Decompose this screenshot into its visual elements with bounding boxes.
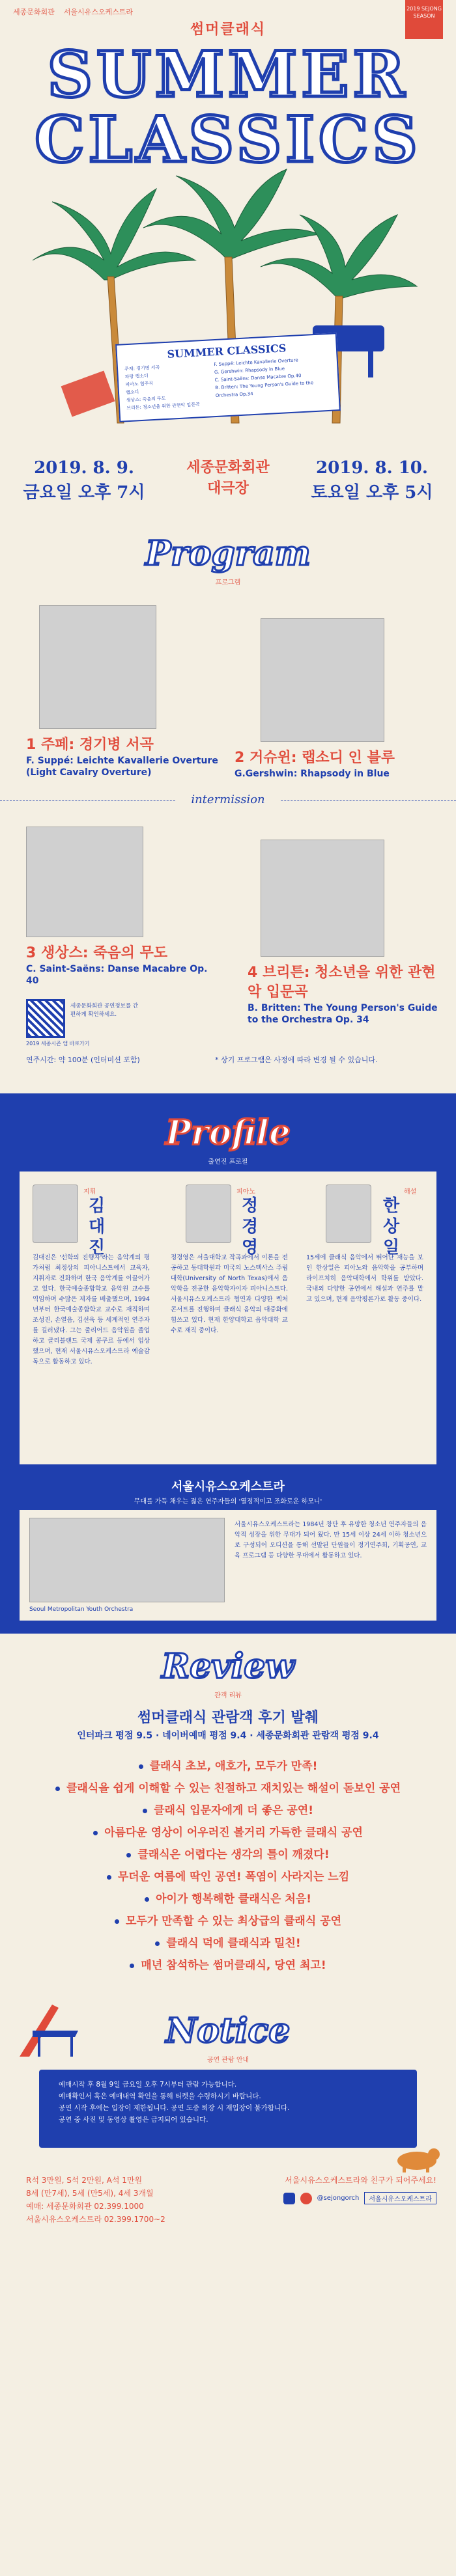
review-line bbox=[0, 1844, 456, 1865]
poster-right-item: G. Gershwin: Rhapsody in Blue bbox=[214, 366, 285, 376]
inset-poster bbox=[115, 333, 341, 422]
review-headline: 썸머클래식 관람객 후기 발췌 bbox=[137, 1710, 319, 1726]
review-text: 클래식 덕에 클래식과 밀친! bbox=[166, 1937, 301, 1950]
review-line bbox=[0, 1867, 456, 1887]
saint-saens-portrait bbox=[26, 827, 143, 937]
person-2-bio: 정경영은 서울대학교 작곡과에서 이론을 전공하고 동대학원과 미국의 노스텍사스 주립대학(University of North Texas)에서 음악학을 전공한 음악학자이자 피아니스트다. 서울시유스오케스트라 협연과 다양한 렉처 콘서트를 진행하며 클래식 음악의 대중화에 힘쓰고 있다. 현재 한양대학교 음악대학 교수로 재직 중이다. bbox=[171, 1254, 288, 1334]
orchestra-photo bbox=[29, 1518, 225, 1602]
review-line bbox=[0, 1933, 456, 1954]
review-line bbox=[0, 1911, 456, 1932]
review-text: 매년 참석하는 썸머클래식, 당연 최고! bbox=[141, 1959, 326, 1972]
review-line bbox=[0, 1756, 456, 1777]
review-title: Review bbox=[161, 1647, 295, 1686]
poster-right-item: F. Suppé: Leichte Kavallerie Overture bbox=[214, 357, 298, 368]
review-text: 아름다운 영상이 어우러진 볼거리 가득한 클래식 공연 bbox=[104, 1826, 363, 1839]
poster-left-item: 주제: 경기병 서곡 bbox=[124, 364, 160, 372]
date-left bbox=[16, 456, 152, 505]
notice-title: Notice bbox=[165, 2011, 291, 2051]
person-1-bio: 김대진은 '선학의 진행자'라는 음악계의 평가처럼 최정상의 피아니스트에서 교육자, 지휘자로 진화하며 한국 음악계를 이끌어가고 있다. 한국예술종합학교 음악원 교수를 역임하며 수많은 제자를 배출했으며, 1994년부터 한국예술종합학교 교수로 재직하며 조성진, 손열음, 김선욱 등 세계적인 연주자를 길러냈다. 그는 줄리어드 음악원을 졸업하고 클리블랜드 국제 콩쿠르 등에서 입상했으며, 현재 서울시유스오케스트라 예술감독으로 활동하고 있다. bbox=[33, 1254, 150, 1365]
program-item-1-en: F. Suppé: Leichte Kavallerie Overture (Light Cavalry Overture) bbox=[26, 756, 218, 778]
ticket-info bbox=[26, 2174, 221, 2226]
poster-left-item: 피아노 협주곡 bbox=[125, 381, 154, 388]
han-sangil-photo bbox=[326, 1185, 371, 1243]
review-line bbox=[0, 1822, 456, 1843]
social-text: 서울시유스오케스트라와 친구가 되어주세요! bbox=[285, 2176, 436, 2185]
sponsor-info[interactable]: 서울시유스오케스트라 02.399.1700~2 bbox=[26, 2215, 165, 2224]
britten-portrait bbox=[261, 840, 384, 957]
age-info: 8세 (만7세), 5세 (만5세), 4세 3개월 bbox=[26, 2189, 154, 2198]
inquiry-info[interactable]: 예매: 세종문화회관 02.399.1000 bbox=[26, 2202, 144, 2211]
program-item-3-kr: 3 생상스: 죽음의 무도 bbox=[26, 945, 168, 961]
review-text: 클래식 입문자에게 더 좋은 공연! bbox=[154, 1804, 313, 1817]
review-text: 클래식은 어렵다는 생각의 틀이 깨졌다! bbox=[137, 1848, 330, 1861]
date-left-day: 2019. 8. 9. bbox=[34, 458, 134, 478]
poster-right-list bbox=[214, 355, 332, 407]
notice-item: 예매확인서 혹은 예매내역 확인을 통해 티켓을 수령하시기 바랍니다. bbox=[59, 2092, 261, 2100]
facebook-icon[interactable] bbox=[283, 2193, 295, 2204]
orchestra-name: 서울시유스오케스트라 bbox=[171, 1480, 285, 1494]
review-text: 클래식 초보, 애호가, 모두가 만족! bbox=[149, 1760, 318, 1773]
poster-left-item: 생상스: 죽음의 무도 bbox=[126, 396, 166, 404]
bullet-icon bbox=[155, 1941, 160, 1946]
notice-item: 예매시작 후 8월 9일 금요일 오후 7시부터 관람 가능합니다. bbox=[59, 2081, 237, 2089]
kim-daejin-photo bbox=[33, 1185, 78, 1243]
qr-note: 세종문화회관 공연정보를 간편하게 확인하세요. bbox=[70, 1003, 138, 1018]
title-classics: CLASSICS bbox=[35, 103, 421, 176]
poster-left-item: 랩소디 bbox=[125, 389, 139, 396]
person-2-name: 정경영 bbox=[238, 1196, 258, 1259]
notice-item: 공연 시작 후에는 입장이 제한됩니다. 공연 도중 퇴장 시 재입장이 불가합니다. bbox=[59, 2104, 290, 2112]
person-3-bio: 15세에 클래식 음악에서 뛰어난 재능을 보인 한상일은 피아노와 음악학을 공부하며 라이프치히 음악대학에서 학위를 받았다. 국내외 다양한 공연에서 해설과 연주를 맡고 있으며, 현재 음악평론가로 활동 중이다. bbox=[306, 1254, 423, 1303]
program-item-4 bbox=[248, 963, 443, 1026]
review-line bbox=[0, 1889, 456, 1910]
suppe-portrait bbox=[39, 605, 156, 729]
bullet-icon bbox=[126, 1853, 131, 1857]
korean-title: 썸머클래식 bbox=[190, 21, 266, 38]
program-item-1-kr: 1 주페: 경기병 서곡 bbox=[26, 737, 154, 753]
review-text: 클래식을 쉽게 이해할 수 있는 친절하고 재치있는 해설이 돋보인 공연 bbox=[66, 1782, 401, 1795]
date-left-time: 금요일 오후 7시 bbox=[23, 483, 145, 502]
bullet-icon bbox=[55, 1787, 60, 1791]
youtube-link[interactable]: 서울시유스오케스트라 bbox=[364, 2192, 436, 2204]
gershwin-portrait bbox=[261, 618, 384, 742]
person-1-name: 김대진 bbox=[85, 1196, 105, 1259]
title-summer: SUMMER bbox=[47, 38, 409, 111]
bullet-icon bbox=[93, 1831, 98, 1835]
profile-subtitle: 출연진 프로필 bbox=[208, 1158, 248, 1166]
bullet-icon bbox=[139, 1764, 143, 1769]
bullet-icon bbox=[115, 1919, 119, 1924]
intermission-label: intermission bbox=[176, 793, 280, 806]
review-line bbox=[0, 1955, 456, 1976]
program-title: Program bbox=[145, 534, 311, 573]
person-3-name: 한상일 bbox=[380, 1196, 399, 1259]
sejong-logo[interactable]: 세종문화회관 bbox=[13, 8, 55, 16]
social-links bbox=[248, 2192, 436, 2204]
corgi-illustration bbox=[391, 2141, 443, 2174]
bullet-icon bbox=[143, 1809, 147, 1813]
program-item-3 bbox=[26, 944, 221, 987]
orchestra-caption: Seoul Metropolitan Youth Orchestra bbox=[29, 1606, 134, 1613]
program-subtitle: 프로그램 bbox=[215, 579, 241, 586]
season-badge: 2019 SEJONG SEASON bbox=[405, 0, 443, 39]
duration-note: 연주시간: 약 100분 (인터미션 포함) bbox=[26, 1056, 140, 1064]
poster-right-item: C. Saint-Saëns: Danse Macabre Op.40 bbox=[214, 373, 302, 383]
review-text: 아이가 행복해한 클래식은 처음! bbox=[156, 1893, 311, 1906]
notice-subtitle: 공연 관람 안내 bbox=[207, 2057, 249, 2064]
date-right-day: 2019. 8. 10. bbox=[316, 458, 428, 478]
program-item-2 bbox=[235, 748, 443, 780]
program-item-3-en: C. Saint-Saëns: Danse Macabre Op. 40 bbox=[26, 964, 208, 986]
venue-hall: 대극장 bbox=[207, 480, 249, 497]
bullet-icon bbox=[107, 1875, 111, 1880]
orchestra-logo[interactable]: 서울시유스오케스트라 bbox=[63, 8, 134, 16]
orchestra-tagline: 무대를 가득 채우는 젊은 연주자들의 '열정적이고 조화로운 하모니' bbox=[134, 1498, 322, 1505]
change-note: * 상기 프로그램은 사정에 따라 변경 될 수 있습니다. bbox=[215, 1056, 378, 1064]
poster-left-item: 파랑 랩소디 bbox=[124, 373, 149, 380]
jeong-kyeongyoung-photo bbox=[186, 1185, 231, 1243]
date-right bbox=[304, 456, 440, 505]
program-item-2-kr: 2 거슈윈: 랩소디 인 블루 bbox=[235, 750, 395, 766]
review-line bbox=[0, 1778, 456, 1799]
person-2-role: 피아노 bbox=[236, 1188, 255, 1196]
venue-name: 세종문화회관 bbox=[186, 459, 270, 476]
program-item-2-en: G.Gershwin: Rhapsody in Blue bbox=[235, 769, 390, 779]
poster-left-item: 브리튼: 청소년을 위한 관현악 입문곡 bbox=[126, 402, 201, 411]
program-item-4-kr: 4 브리튼: 청소년을 위한 관현악 입문곡 bbox=[248, 965, 436, 1000]
bullet-icon bbox=[145, 1897, 149, 1902]
poster-title: SUMMER CLASSICS bbox=[167, 342, 287, 361]
instagram-icon[interactable] bbox=[300, 2193, 312, 2204]
program-item-1 bbox=[26, 735, 221, 778]
qr-code[interactable] bbox=[26, 999, 65, 1038]
person-3-role: 해설 bbox=[404, 1188, 417, 1196]
person-1-role: 지휘 bbox=[83, 1188, 96, 1196]
price-info: R석 3만원, S석 2만원, A석 1만원 bbox=[26, 2176, 143, 2185]
notice-item: 공연 중 사진 및 동영상 촬영은 금지되어 있습니다. bbox=[59, 2116, 208, 2124]
header-logos bbox=[13, 7, 133, 17]
poster-left-list bbox=[124, 361, 210, 413]
bullet-icon bbox=[130, 1964, 134, 1968]
review-subtitle: 관객 리뷰 bbox=[214, 1692, 242, 1699]
review-text: 모두가 만족할 수 있는 최상급의 클래식 공연 bbox=[125, 1915, 342, 1928]
qr-caption: 2019 세종시즌 앱 바로가기 bbox=[26, 1041, 90, 1047]
notice-box bbox=[39, 2070, 417, 2148]
social-handle[interactable]: @sejongorch bbox=[317, 2195, 360, 2202]
review-ratings: 인터파크 평점 9.5 · 네이버예매 평점 9.4 · 세종문화회관 관람객 평점 9.4 bbox=[77, 1731, 379, 1741]
program-item-4-en: B. Britten: The Young Person's Guide to the Orchestra Op. 34 bbox=[248, 1003, 438, 1025]
review-text: 무더운 여름에 딱인 공연! 폭염이 사라지는 느낌 bbox=[117, 1870, 350, 1884]
venue bbox=[166, 458, 290, 499]
date-right-time: 토요일 오후 5시 bbox=[311, 483, 433, 502]
profile-title: Profile bbox=[165, 1113, 291, 1153]
poster-right-item: B. Britten: The Young Person's Guide to the Orchestra Op.34 bbox=[215, 380, 314, 399]
orchestra-bio: 서울시유스오케스트라는 1984년 창단 후 유망한 청소년 연주자들의 음악적 성장을 위한 무대가 되어 왔다. 만 15세 이상 24세 이하 청소년으로 구성되어 오디션을 통해 선발된 단원들이 정기연주회, 기획공연, 교육 프로그램 등 다양한 무대에서 활동하고 있다. bbox=[235, 1521, 427, 1559]
review-line bbox=[0, 1800, 456, 1821]
